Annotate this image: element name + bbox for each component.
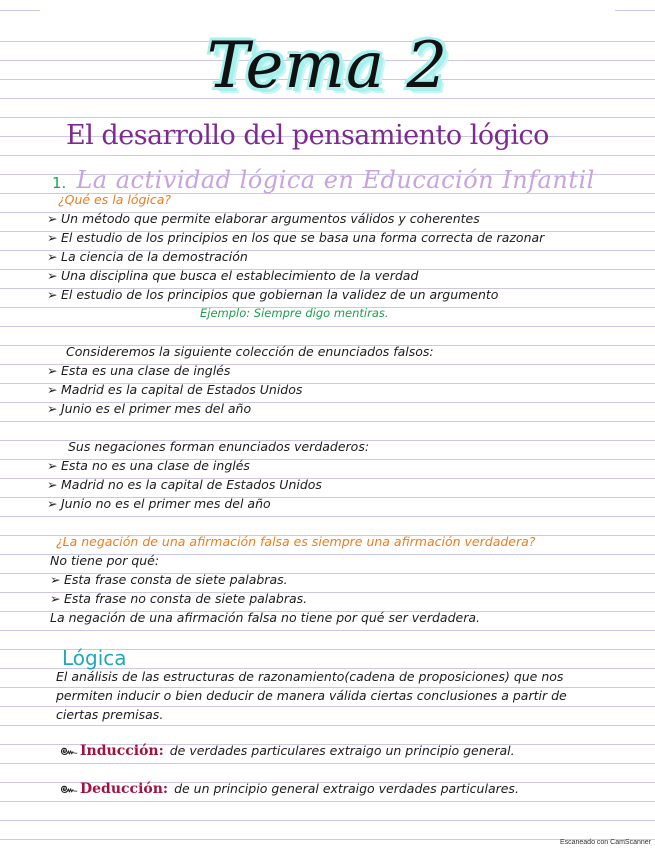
page-top-margin <box>40 0 615 22</box>
logica-definition <box>56 667 616 724</box>
definition-line: El análisis de las estructuras de razonamiento(cadena de proposiciones) que nos <box>56 669 564 684</box>
page-subtitle: El desarrollo del pensamiento lógico <box>66 120 549 151</box>
list-item: ➢ Madrid no es la capital de Estados Unidos <box>47 477 322 492</box>
list-item: ➢ Junio no es el primer mes del año <box>47 496 271 511</box>
arrow-bullet-icon: ➢ <box>47 458 58 473</box>
definition-line: permiten inducir o bien deducir de manera válida ciertas conclusiones a partir de <box>56 688 567 703</box>
arrow-bullet-icon: ➢ <box>47 477 58 492</box>
list-item: ➢ La ciencia de la demostración <box>47 249 248 264</box>
rule-induction <box>60 739 515 762</box>
list-item: ➢ Esta frase no consta de siete palabras. <box>50 591 308 606</box>
logic-question: ¿Qué es la lógica? <box>58 192 172 207</box>
list-item: ➢ Esta no es una clase de inglés <box>47 458 250 473</box>
arrow-bullet-icon: ➢ <box>47 268 58 283</box>
list-item: ➢ Madrid es la capital de Estados Unidos <box>47 382 303 397</box>
section-title: La actividad lógica en Educación Infantil <box>76 166 595 194</box>
answer-text: No tiene por qué: <box>50 553 160 568</box>
arrow-bullet-icon: ➢ <box>47 287 58 302</box>
arrow-bullet-icon: ➢ <box>47 401 58 416</box>
ribbon-icon: ๛ <box>60 779 78 797</box>
scanner-watermark: Escaneado con CamScanner <box>559 839 651 846</box>
arrow-bullet-icon: ➢ <box>47 249 58 264</box>
list-item: ➢ El estudio de los principios que gobiernan la validez de un argumento <box>47 287 499 302</box>
rule-term: Inducción: <box>80 743 164 759</box>
arrow-bullet-icon: ➢ <box>47 230 58 245</box>
rule-deduction <box>60 777 519 800</box>
arrow-bullet-icon: ➢ <box>47 496 58 511</box>
rule-description: de verdades particulares extraigo un principio general. <box>169 743 515 758</box>
example-text: Ejemplo: Siempre digo mentiras. <box>200 306 389 320</box>
logica-heading: Lógica <box>62 646 127 670</box>
arrow-bullet-icon: ➢ <box>47 363 58 378</box>
arrow-bullet-icon: ➢ <box>50 572 61 587</box>
list-item: ➢ Junio es el primer mes del año <box>47 401 252 416</box>
negations-intro: Sus negaciones forman enunciados verdaderos: <box>68 439 370 454</box>
list-item: ➢ Un método que permite elaborar argumentos válidos y coherentes <box>47 211 480 226</box>
list-item: ➢ Una disciplina que busca el establecimiento de la verdad <box>47 268 419 283</box>
list-item: ➢ Esta es una clase de inglés <box>47 363 231 378</box>
page-title: Tema 2 <box>206 29 449 103</box>
arrow-bullet-icon: ➢ <box>47 211 58 226</box>
question-heading: ¿La negación de una afirmación falsa es siempre una afirmación verdadera? <box>56 534 536 549</box>
conclusion-text: La negación de una afirmación falsa no tiene por qué ser verdadera. <box>50 610 480 625</box>
list-item: ➢ El estudio de los principios en los que se basa una forma correcta de razonar <box>47 230 545 245</box>
rule-description: de un principio general extraigo verdades particulares. <box>174 781 519 796</box>
rule-term: Deducción: <box>80 781 169 797</box>
definition-line: ciertas premisas. <box>56 707 164 722</box>
section-number: 1. <box>52 174 67 192</box>
false-statements-intro: Consideremos la siguiente colección de enunciados falsos: <box>66 344 434 359</box>
arrow-bullet-icon: ➢ <box>50 591 61 606</box>
arrow-bullet-icon: ➢ <box>47 382 58 397</box>
ribbon-icon: ๛ <box>60 741 78 759</box>
list-item: ➢ Esta frase consta de siete palabras. <box>50 572 288 587</box>
